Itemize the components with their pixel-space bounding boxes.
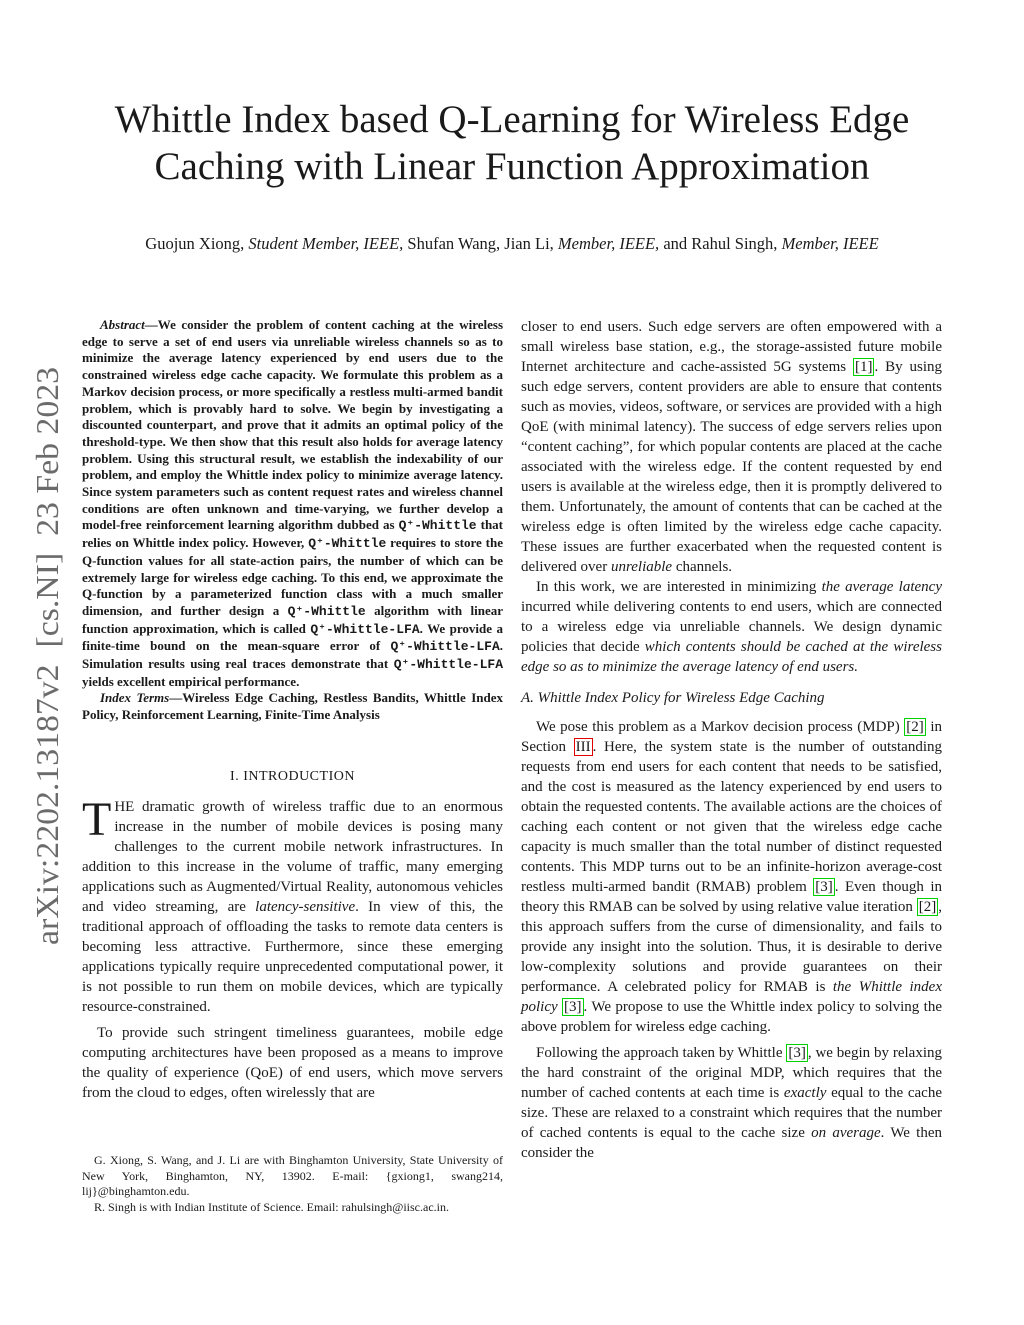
algorithm-name: Q⁺-Whittle: [308, 536, 387, 552]
emphasis-text: the average latency: [821, 579, 942, 595]
emphasis-text: latency-sensitive: [255, 898, 356, 915]
paragraph-text: incurred while delivering contents to end users, which are connected to a wireless edge via unreliable channels. We design dynamic policies that decide: [521, 599, 942, 655]
algorithm-name: Q⁺-Whittle: [287, 603, 366, 619]
paper-title: [60, 96, 964, 190]
emphasis-text: unreliable: [610, 559, 673, 575]
citation-link[interactable]: [3]: [564, 999, 582, 1015]
abstract-text: that relies on Whittle index policy. However,: [82, 517, 504, 551]
emphasis-text: exactly: [783, 1085, 827, 1101]
intro-paragraph-2: To provide such stringent timeliness guarantees, mobile edge computing architectures have been proposed as a means to improve the quality of experience (QoE) of end users, which move servers from the cloud to edges, often wirelessly that are: [82, 1024, 503, 1101]
title-line-1: Whittle Index based Q-Learning for Wireless Edge: [114, 98, 910, 141]
paragraph-text: . In view of this, the traditional approach of offloading the tasks to remote data centers is becoming less attractive. Furthermore, since these emerging applications typically require unprecedented computational power, it is not possible to run them on mobile devices, which are typically resource-constrained.: [82, 898, 503, 1015]
intro-paragraph-5: [521, 717, 942, 1037]
paragraph-text: , this approach suffers from the curse of dimensionality, and fails to provide any insight into the solution. Thus, it is desirable to derive low-complexity solutions and provide guarantees on their performance. A celebrated policy for RMAB is: [521, 899, 942, 995]
emphasis-text: which contents should be cached at the wireless edge so as to minimize the average latency of end users.: [521, 639, 942, 675]
intro-paragraph-3: [521, 317, 942, 577]
abstract-text: requires to store the Q-function values for all state-action pairs, the number of which can be extremely large for wireless edge caching. To this end, we approximate the Q-function by a parameterized function class with a much smaller dimension, and further design a: [82, 535, 504, 618]
abstract-text: algorithm with linear function approximation, which is called: [82, 602, 503, 636]
paragraph-text: . We propose to use the Whittle index policy to solving the above problem for wireless edge caching.: [521, 999, 942, 1035]
index-terms-label: Index Terms: [100, 690, 170, 706]
author-2: Shufan Wang, Jian Li,: [407, 234, 554, 253]
algorithm-name: Q⁺-Whittle-LFA: [393, 657, 503, 673]
abstract-text: yields excellent empirical performance.: [82, 673, 300, 689]
intro-paragraph-4: [521, 577, 942, 677]
citation-link[interactable]: [3]: [788, 1045, 806, 1061]
algorithm-name: Q⁺-Whittle-LFA: [310, 621, 420, 637]
left-column: [82, 317, 503, 1103]
author-1-role: Student Member, IEEE,: [248, 234, 404, 253]
citation-link[interactable]: [3]: [815, 879, 833, 895]
arxiv-identifier: [22, 365, 72, 945]
intro-paragraph-6: [521, 1043, 942, 1163]
arxiv-identifier-text: arXiv:2202.13187v2 [cs.NI] 23 Feb 2023: [29, 397, 65, 945]
paragraph-text: In this work, we are interested in minimizing: [536, 579, 822, 595]
footnotes: [82, 1153, 503, 1215]
abstract-text: . Simulation results using real traces demonstrate that: [82, 638, 503, 672]
arxiv-identifier-svg: [22, 365, 72, 945]
author-list: [60, 234, 964, 254]
citation-link[interactable]: [1]: [854, 359, 873, 375]
drop-cap: T: [82, 792, 112, 846]
paragraph-text: , we begin by relaxing the hard constraint of the original MDP, which requires that the number of cached contents at each time is: [521, 1045, 942, 1101]
paragraph-text: closer to end users. Such edge servers are often empowered with a small wireless base station, e.g., the storage-assisted future mobile Internet architecture and cache-assisted 5G systems: [521, 319, 942, 375]
section-heading-introduction: I. INTRODUCTION: [230, 768, 355, 784]
citation-link[interactable]: [2]: [906, 719, 924, 735]
footnote-affiliation-1: G. Xiong, S. Wang, and J. Li are with Binghamton University, State University of New York, Binghamton, NY, 13902. E-mail: {gxiong1, swang214, lij}@binghamton.edu.: [82, 1153, 503, 1198]
section-reference-link[interactable]: III: [575, 739, 591, 755]
author-1: Guojun Xiong,: [145, 234, 245, 253]
algorithm-name: Q⁺-Whittle: [398, 518, 477, 534]
index-terms-text: —Wireless Edge Caching, Restless Bandits, Whittle Index Policy, Reinforcement Learning, Finite-Time Analysis: [82, 690, 503, 723]
paragraph-text: We pose this problem as a Markov decision process (MDP): [536, 719, 905, 735]
paragraph-text: . By using such edge servers, content providers are able to ensure that contents such as movies, videos, software, or services are provided with a high QoE (with minimal latency). The success of edge servers relies upon “content caching”, for which popular contents are placed at the cache associated with the wireless edge. If the content requested by end users is available at the wireless edge, then it is promptly delivered to them. Unfortunately, the amount of contents that can be cached at the wireless edge is often limited by the wireless edge cache capacity. These issues are further exacerbated when the requested content is delivered over: [521, 359, 942, 575]
title-line-2: Caching with Linear Function Approximation: [154, 145, 870, 188]
paragraph-text: . We then consider the: [521, 1125, 943, 1161]
subsection-heading: A. Whittle Index Policy for Wireless Edge Caching: [521, 690, 825, 706]
abstract-text: . We provide a finite-time bound on the mean-square error of: [82, 620, 503, 654]
algorithm-name: Q⁺-Whittle-LFA: [390, 639, 500, 655]
paragraph-text: HE dramatic growth of wireless traffic due to an enormous increase in the number of mobile devices is posing many challenges to the current mobile network infrastructures. In addition to this increase in the volume of traffic, many emerging applications such as Augmented/Virtual Reality, autonomous vehicles and video streaming, are: [82, 798, 503, 915]
paragraph-text: Following the approach taken by Whittle: [536, 1045, 787, 1061]
right-column: [521, 317, 942, 1163]
abstract-text: —We consider the problem of content caching at the wireless edge to serve a set of end users via unreliable wireless channels so as to minimize the average latency experienced by end users due to the constrained wireless edge cache capacity. We formulate this problem as a Markov decision process, or more specifically a restless multi-armed bandit problem, which is provably hard to solve. We begin by investigating a discounted counterpart, and prove that it admits an optimal policy of the threshold-type. We then show that this result also holds for average latency problem. Using this structural result, we establish the indexability of our problem, and employ the Whittle index policy to minimize average latency. Since system parameters such as content request rates and wireless channel conditions are often unknown and time-varying, we further develop a model-free reinforcement learning algorithm dubbed as: [82, 317, 503, 533]
author-3-role: Member, IEEE: [781, 234, 879, 253]
abstract-label: Abstract: [100, 317, 145, 332]
paragraph-text: . Here, the system state is the number of outstanding requests from end users for each content that needs to be satisfied, and the cost is measured as the latency experienced by end users to obtain the requested contents. The available actions are the choices of caching each content or not given that the wireless edge cache capacity is much smaller than the total number of distinct requested contents. This MDP turns out to be an infinite-horizon average-cost restless multi-armed bandit (RMAB) problem: [521, 739, 942, 895]
index-terms: [82, 690, 503, 723]
author-3: and Rahul Singh,: [663, 234, 778, 253]
paragraph-text: . Even though in theory this RMAB can be solved by using relative value iteration: [521, 879, 943, 915]
emphasis-text: on average: [811, 1125, 881, 1141]
abstract: [82, 317, 503, 690]
emphasis-text: the Whittle index policy: [521, 979, 942, 1015]
author-2-role: Member, IEEE,: [557, 234, 660, 253]
paragraph-text: equal to the cache size. These are relaxed to a constraint which requires that the number of cached contents is equal to the cache size: [521, 1085, 943, 1141]
paragraph-text: in Section: [521, 719, 943, 755]
footnote-affiliation-2: R. Singh is with Indian Institute of Science. Email: rahulsingh@iisc.ac.in.: [94, 1199, 449, 1214]
paragraph-text: channels.: [672, 559, 733, 575]
citation-link[interactable]: [2]: [918, 899, 937, 915]
intro-paragraph-1: [82, 792, 503, 1017]
